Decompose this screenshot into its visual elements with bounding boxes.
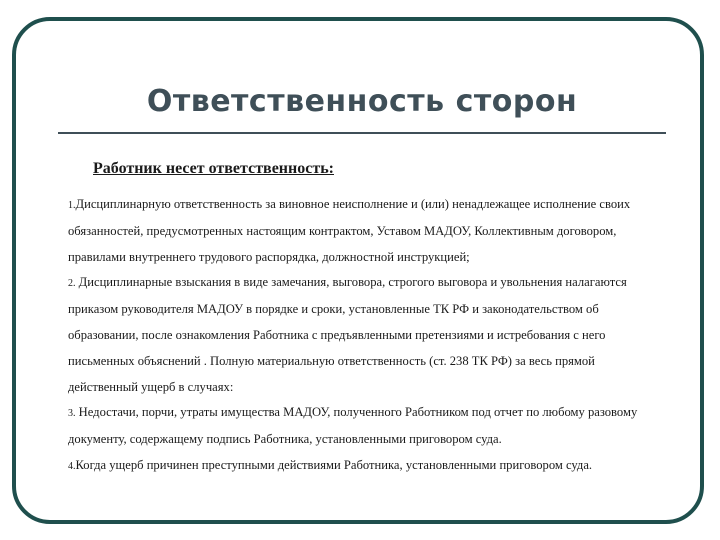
list-item <box>68 270 668 400</box>
item-text: Когда ущерб причинен преступными действиями Работника, установленными приговором суда. <box>75 457 593 472</box>
item-number: 4. <box>68 460 76 472</box>
item-number: 2. <box>68 278 76 290</box>
item-number: 3. <box>68 408 76 420</box>
list-item <box>68 400 668 453</box>
section-subtitle: Работник несет ответственность: <box>93 160 334 177</box>
item-text: Дисциплинарные взыскания в виде замечания, выговора, строгого выговора и увольнения налагаются приказом руководителя МАДОУ в порядке и сроки, установленные ТК РФ и законодательством об образовании, после ознакомления Работника с предъявленными претензиями и истребования с него письменных объяснений . Полную материальную ответственность (ст. 238 ТК РФ) за весь прямой действенный ущерб в случаях: <box>68 275 627 394</box>
list-item <box>68 192 668 270</box>
responsibility-list <box>68 192 668 480</box>
title-underline-divider <box>58 132 666 134</box>
slide-title: Ответственность сторон <box>146 84 578 119</box>
item-number: 1. <box>68 200 76 211</box>
item-text: Дисциплинарную ответственность за виновное неисполнение и (или) ненадлежащее исполнение своих обязанностей, предусмотренных настоящим контрактом, Уставом МАДОУ, Коллективным договором, правилами внутреннего трудового распорядка, должностной инструкцией; <box>68 197 631 264</box>
item-text: Недостачи, порчи, утраты имущества МАДОУ, полученного Работником под отчет по любому разовому документу, содержащему подпись Работника, установленными приговором суда. <box>68 405 638 447</box>
list-item <box>68 453 668 480</box>
